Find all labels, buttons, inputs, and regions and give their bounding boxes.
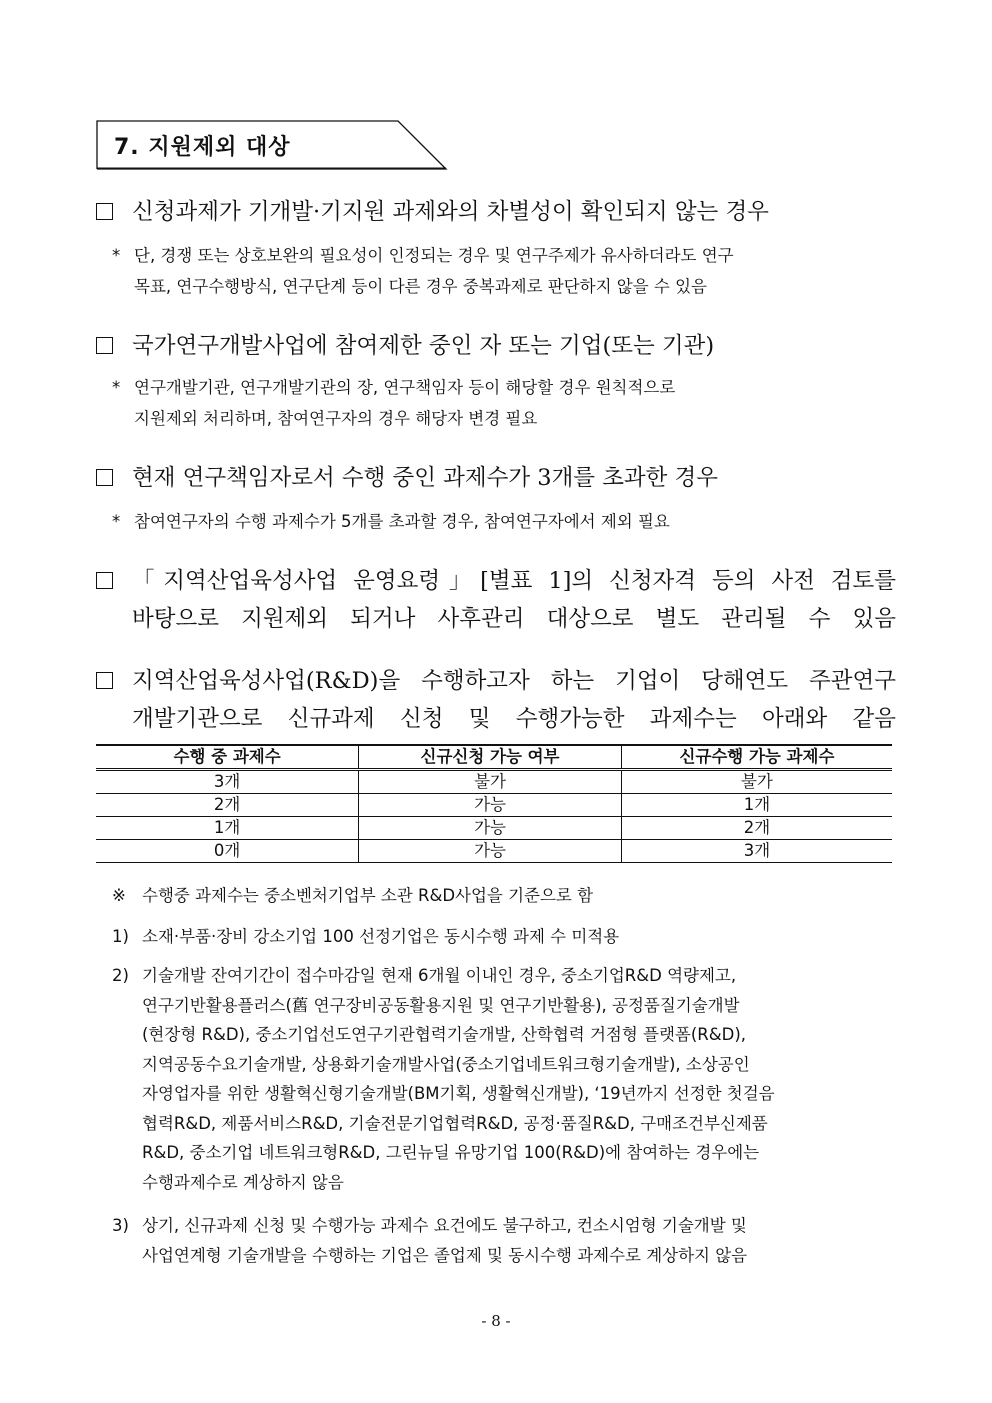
exclusion-item-2	[96, 327, 896, 365]
table-header-cell: 신규신청 가능 여부	[359, 745, 622, 770]
task-count-table	[96, 744, 892, 863]
footnote-mark: ※	[112, 886, 126, 905]
table-cell: 1개	[96, 817, 359, 840]
footnote-3	[112, 1211, 902, 1270]
item-2-note	[112, 372, 898, 434]
item-line: 「지역산업육성사업 운영요령」[별표 1]의 신청자격 등의 사전 검토를	[132, 568, 896, 594]
footnote-line: 상기, 신규과제 신청 및 수행가능 과제수 요건에도 불구하고, 컨소시엄형 기술개발 및	[142, 1216, 747, 1235]
checkbox-square-icon	[96, 672, 113, 689]
item-line: 현재 연구책임자로서 수행 중인 과제수가 3개를 초과한 경우	[132, 465, 719, 491]
checkbox-square-icon	[96, 469, 113, 486]
exclusion-item-4	[96, 562, 896, 638]
table-cell: 3개	[621, 840, 892, 863]
footnote-number: 3)	[112, 1216, 129, 1235]
table-cell: 3개	[96, 770, 359, 794]
footnote-line: 연구기반활용플러스(舊 연구장비공동활용지원 및 연구기반활용), 공정품질기술개발	[142, 995, 740, 1015]
table-header-row	[96, 745, 892, 770]
exclusion-item-1	[96, 193, 896, 231]
section-title: 7. 지원제외 대상	[114, 135, 291, 160]
footnote-line: (현장형 R&D), 중소기업선도연구기관협력기술개발, 산학협력 거점형 플랫폼(R&D),	[142, 1025, 747, 1044]
item-line: 지역산업육성사업(R&D)을 수행하고자 하는 기업이 당해연도 주관연구	[132, 668, 896, 694]
footnote-number: 1)	[112, 927, 129, 946]
item-line: 개발기관으로 신규과제 신청 및 수행가능한 과제수는 아래와 같음	[132, 706, 896, 732]
footnote-line: 지역공동수요기술개발, 상용화기술개발사업(중소기업네트워크형기술개발), 소상공인	[142, 1054, 750, 1074]
checkbox-square-icon	[96, 337, 113, 354]
exclusion-item-5	[96, 662, 896, 738]
item-3-note	[112, 506, 898, 537]
page-number: - 8 -	[481, 1312, 511, 1330]
footnote-2	[112, 961, 902, 1197]
table-row	[96, 794, 892, 817]
note-line: 목표, 연구수행방식, 연구단계 등이 다른 경우 중복과제로 판단하지 않을 수 있음	[134, 277, 707, 296]
footnote-line: 수행중 과제수는 중소벤처기업부 소관 R&D사업을 기준으로 함	[142, 886, 594, 905]
footnote-1	[112, 922, 902, 952]
footnote-line: 사업연계형 기술개발을 수행하는 기업은 졸업제 및 동시수행 과제수로 계상하지 않음	[142, 1245, 748, 1265]
table-cell: 불가	[621, 770, 892, 794]
section-header	[96, 120, 448, 170]
note-mark: *	[112, 378, 121, 397]
note-mark: *	[112, 512, 121, 531]
note-mark: *	[112, 246, 121, 265]
note-line: 지원제외 처리하며, 참여연구자의 경우 해당자 변경 필요	[134, 409, 538, 428]
footnote-line: 자영업자를 위한 생활혁신형기술개발(BM기획, 생활혁신개발), ‘19년까지 선정한 첫걸음	[142, 1084, 775, 1103]
note-line: 참여연구자의 수행 과제수가 5개를 초과할 경우, 참여연구자에서 제외 필요	[134, 512, 670, 531]
item-text	[132, 193, 896, 231]
table-cell: 2개	[621, 817, 892, 840]
table-cell: 2개	[96, 794, 359, 817]
table-header-cell: 수행 중 과제수	[96, 745, 359, 770]
item-line: 신청과제가 기개발·기지원 과제와의 차별성이 확인되지 않는 경우	[132, 199, 769, 225]
table-cell: 불가	[359, 770, 622, 794]
table-cell: 1개	[621, 794, 892, 817]
note-line: 단, 경쟁 또는 상호보완의 필요성이 인정되는 경우 및 연구주제가 유사하더라도 연구	[134, 246, 734, 265]
item-text	[132, 562, 896, 638]
table-cell: 0개	[96, 840, 359, 863]
item-text	[132, 327, 896, 365]
footnote-number: 2)	[112, 966, 129, 985]
footnote-line: 기술개발 잔여기간이 접수마감일 현재 6개월 이내인 경우, 중소기업R&D 역량제고,	[142, 966, 737, 985]
checkbox-square-icon	[96, 203, 113, 220]
footnote-line: 수행과제수로 계상하지 않음	[142, 1172, 344, 1192]
item-line: 국가연구개발사업에 참여제한 중인 자 또는 기업(또는 기관)	[132, 333, 715, 359]
item-text	[132, 459, 896, 497]
item-line: 바탕으로 지원제외 되거나 사후관리 대상으로 별도 관리될 수 있음	[132, 606, 896, 632]
footnote-line: 협력R&D, 제품서비스R&D, 기술전문기업협력R&D, 공정·품질R&D, 구매조건부신제품	[142, 1113, 768, 1133]
item-1-note	[112, 240, 898, 302]
table-row	[96, 770, 892, 794]
item-text	[132, 662, 896, 738]
table-header-cell: 신규수행 가능 과제수	[621, 745, 892, 770]
note-line: 연구개발기관, 연구개발기관의 장, 연구책임자 등이 해당할 경우 원칙적으로	[134, 378, 676, 397]
checkbox-square-icon	[96, 572, 113, 589]
footnote-reference	[112, 881, 902, 911]
exclusion-item-3	[96, 459, 896, 497]
table-cell: 가능	[359, 794, 622, 817]
footnote-line: 소재·부품·장비 강소기업 100 선정기업은 동시수행 과제 수 미적용	[142, 927, 620, 946]
table-cell: 가능	[359, 817, 622, 840]
table-cell: 가능	[359, 840, 622, 863]
table-row	[96, 840, 892, 863]
table-row	[96, 817, 892, 840]
footnote-line: R&D, 중소기업 네트워크형R&D, 그린뉴딜 유망기업 100(R&D)에 참여하는 경우에는	[142, 1143, 760, 1162]
